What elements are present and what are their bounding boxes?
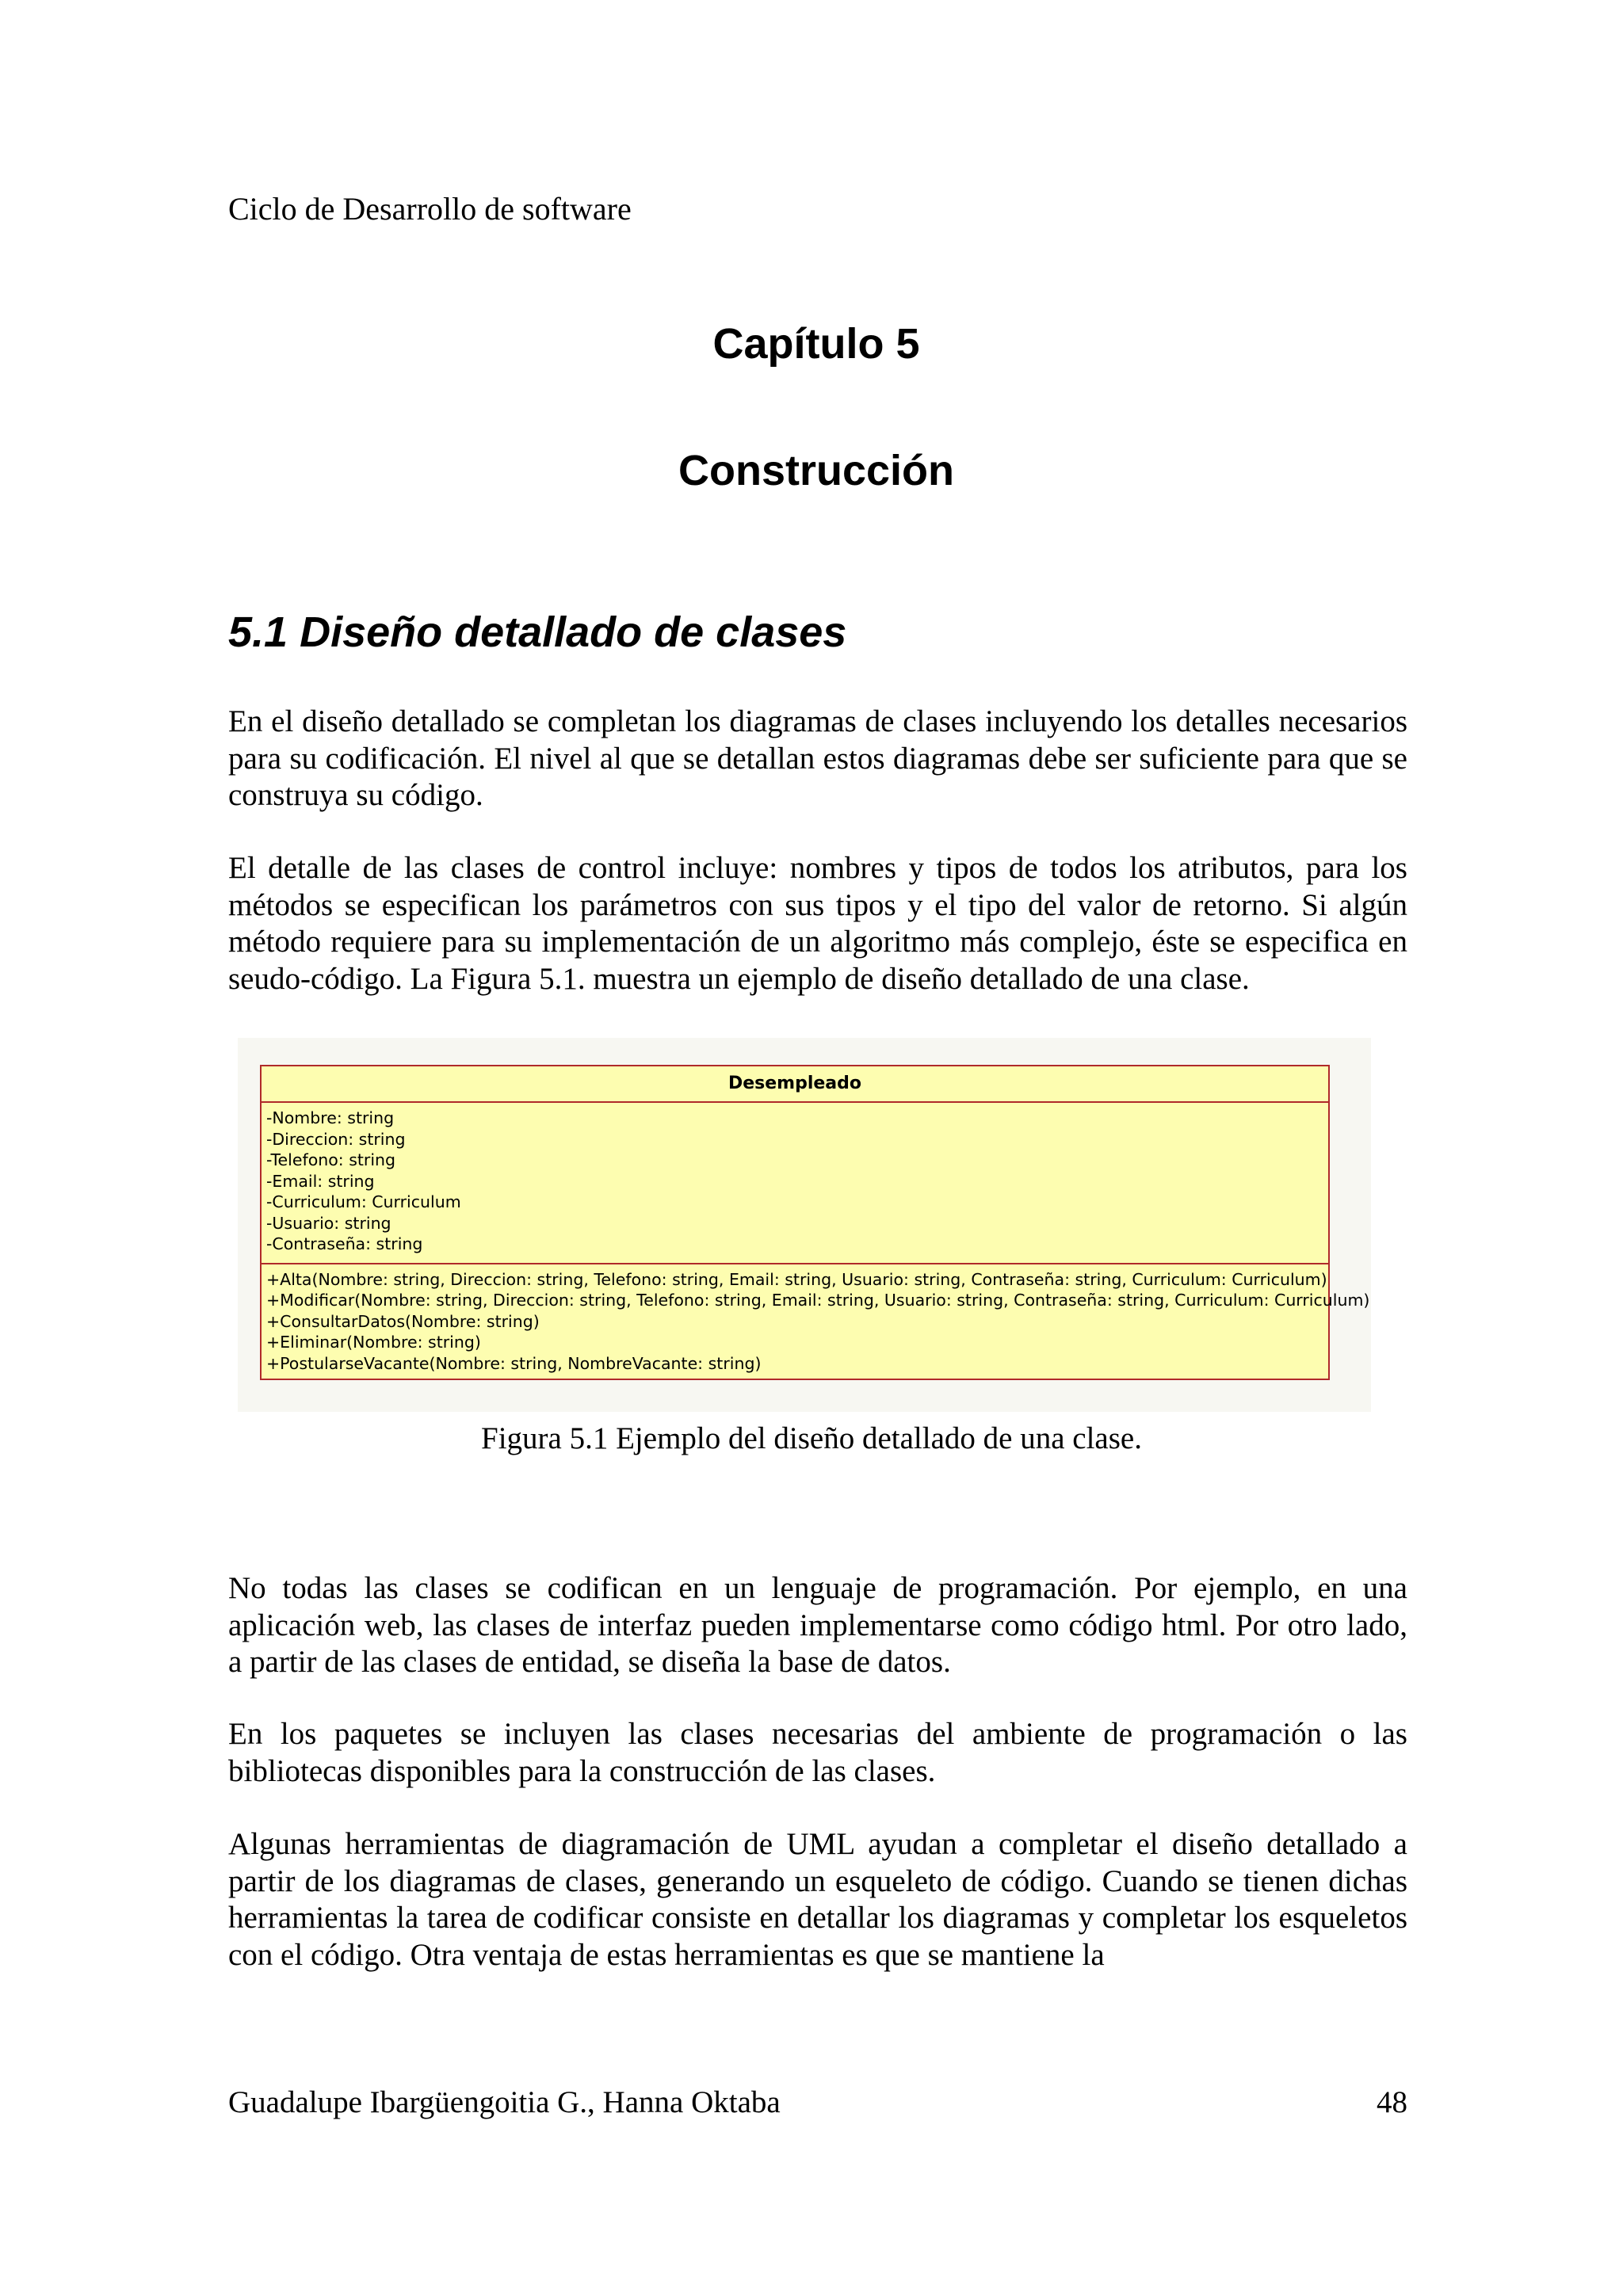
uml-attribute: -Direccion: string [266,1129,406,1149]
uml-attribute: -Usuario: string [266,1213,391,1233]
uml-class-box [260,1065,1370,1380]
uml-attribute: -Curriculum: Curriculum [266,1192,461,1211]
page-number: 48 [1377,2085,1407,2119]
paragraph: El detalle de las clases de control incluye: nombres y tipos de todos los atributos, para los métodos se especifican los parámetros con sus tipos y el tipo del valor de retorno. Si algún método requiere para su implementación de un algoritmo más complejo, éste se especifica en seudo-código. La Figura 5.1. muestra un ejemplo de diseño detallado de una clase. [228,851,1407,996]
uml-attributes [262,1103,1328,1264]
chapter-number: Capítulo 5 [712,320,920,368]
uml-operation: +Eliminar(Nombre: string) [266,1333,481,1352]
uml-operation: +ConsultarDatos(Nombre: string) [266,1311,540,1331]
uml-attribute: -Telefono: string [266,1150,396,1169]
uml-class-name: Desempleado [262,1066,1328,1103]
uml-attribute: -Nombre: string [266,1108,395,1127]
uml-operation: +Modificar(Nombre: string, Direccion: string, Telefono: string, Email: string, Usuario: string, Contraseña: string, Curriculum: Curriculum) [266,1291,1370,1310]
paragraph: Algunas herramientas de diagramación de UML ayudan a completar el diseño detallado a partir de los diagramas de clases, generando un esqueleto de código. Cuando se tienen dichas herramientas la tarea de codificar consiste en detallar los diagramas y completar los esqueletos con el código. Otra ventaja de estas herramientas es que se mantiene la [228,1827,1407,1972]
figure-caption: Figura 5.1 Ejemplo del diseño detallado de una clase. [481,1421,1142,1455]
footer-authors: Guadalupe Ibargüengoitia G., Hanna Oktaba [228,2085,781,2119]
uml-class-diagram [238,1038,1371,1412]
uml-attribute: -Contraseña: string [266,1234,423,1253]
uml-operation: +PostularseVacante(Nombre: string, NombreVacante: string) [266,1353,762,1373]
uml-attribute: -Email: string [266,1171,375,1191]
running-header: Ciclo de Desarrollo de software [228,191,632,227]
uml-operations [262,1264,1370,1379]
section-heading: 5.1 Diseño detallado de clases [228,608,847,656]
paragraph: En el diseño detallado se completan los diagramas de clases incluyendo los detalles necesarios para su codificación. El nivel al que se detallan estos diagramas debe ser suficiente para que se construya su código. [228,704,1407,812]
paragraph: En los paquetes se incluyen las clases necesarias del ambiente de programación o las bibliotecas disponibles para la construcción de las clases. [228,1717,1407,1788]
uml-operation: +Alta(Nombre: string, Direccion: string, Telefono: string, Email: string, Usuario: string, Contraseña: string, Curriculum: Curriculum) [266,1269,1327,1289]
chapter-title: Construcción [678,447,955,494]
paragraph: No todas las clases se codifican en un lenguaje de programación. Por ejemplo, en una aplicación web, las clases de interfaz pueden implementarse como código html. Por otro lado, a partir de las clases de entidad, se diseña la base de datos. [228,1571,1407,1679]
